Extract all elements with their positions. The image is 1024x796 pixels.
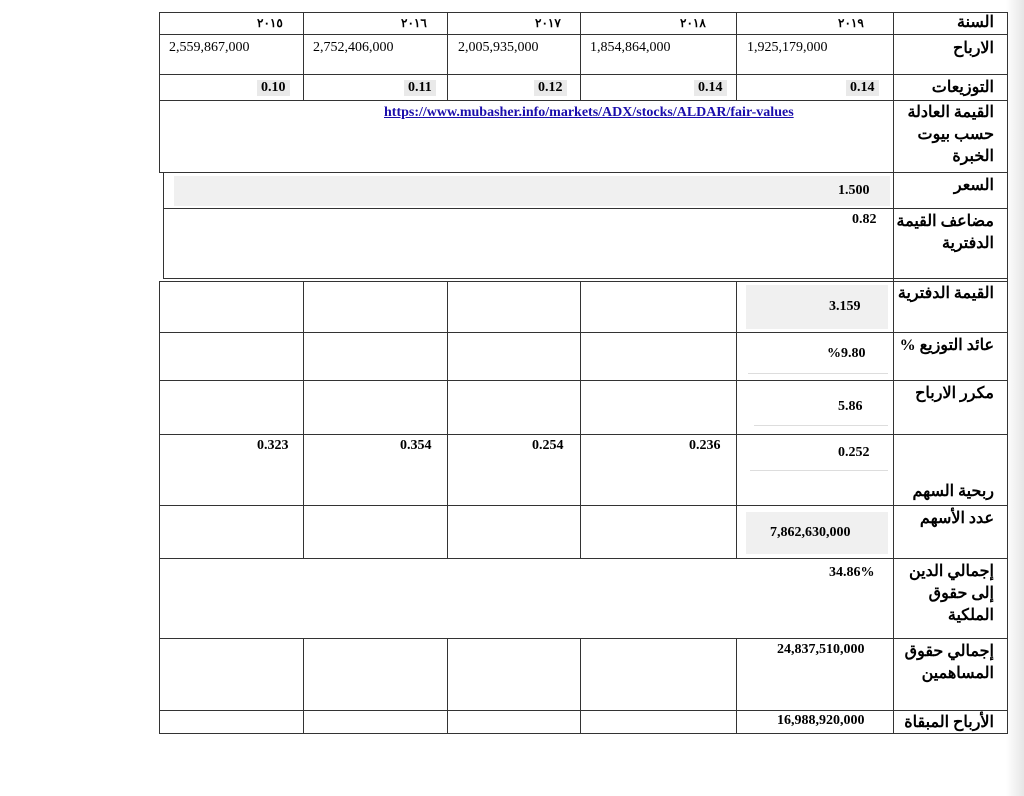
label-eps: ربحية السهم: [912, 483, 994, 500]
retained-earnings-value: 16,988,920,000: [777, 713, 865, 728]
pe-ratio-value: 5.86: [838, 399, 863, 414]
grid-line: [159, 12, 160, 173]
grid-line: [159, 505, 1008, 506]
label-total-equity: إجمالي حقوق المساهمين: [904, 643, 994, 682]
grid-line: [159, 638, 1008, 639]
grid-line: [159, 710, 1008, 711]
grid-line: [159, 281, 160, 734]
grid-line: [447, 638, 448, 734]
grid-line: [163, 278, 1008, 279]
label-dividend-yield: عائد التوزيع %: [899, 337, 994, 354]
shares-value: 7,862,630,000: [770, 525, 851, 540]
grid-line: [303, 638, 304, 734]
year-cell: ٢٠١٨: [680, 16, 706, 30]
label-year: السنة: [957, 14, 994, 31]
year-cell: ٢٠١٧: [535, 16, 561, 30]
price-value: 1.500: [838, 183, 870, 198]
grid-line: [159, 281, 1008, 282]
eps-cell: 0.236: [689, 438, 721, 453]
grid-line: [736, 12, 737, 101]
label-profits: الارباح: [953, 40, 994, 57]
cell-underline: [748, 373, 888, 374]
grid-line: [159, 172, 1008, 173]
pb-multiple-value: 0.82: [852, 212, 877, 227]
grid-line: [580, 638, 581, 734]
year-cell: ٢٠١٥: [257, 16, 283, 30]
grid-line: [736, 281, 737, 559]
profits-cell: 1,925,179,000: [747, 40, 828, 55]
grid-line: [580, 281, 581, 559]
distribution-cell: 0.11: [404, 80, 436, 96]
grid-line: [1007, 12, 1008, 734]
grid-line: [580, 12, 581, 101]
dividend-yield-value: %9.80: [827, 346, 866, 361]
book-value-cell-shade: [746, 285, 888, 329]
cell-underline: [750, 470, 888, 471]
label-price: السعر: [953, 177, 994, 194]
page-edge-shadow: [1006, 0, 1024, 796]
distribution-cell: 0.12: [534, 80, 567, 96]
grid-line: [159, 74, 1008, 75]
cell-underline: [754, 425, 888, 426]
eps-cell: 0.252: [838, 445, 870, 460]
grid-line: [159, 558, 1008, 559]
distribution-cell: 0.14: [846, 80, 879, 96]
grid-line: [447, 12, 448, 101]
eps-cell: 0.254: [532, 438, 564, 453]
eps-cell: 0.323: [257, 438, 289, 453]
fair-value-link[interactable]: https://www.mubasher.info/markets/ADX/stocks/ALDAR/fair-values: [384, 105, 794, 120]
profits-cell: 2,752,406,000: [313, 40, 394, 55]
label-shares: عدد الأسهم: [919, 510, 994, 527]
grid-line: [163, 208, 1008, 209]
eps-cell: 0.354: [400, 438, 432, 453]
grid-line: [159, 332, 1008, 333]
profits-cell: 1,854,864,000: [590, 40, 671, 55]
grid-line: [736, 638, 737, 734]
profits-cell: 2,005,935,000: [458, 40, 539, 55]
label-retained-earnings: الأرباح المبقاة: [904, 714, 994, 731]
distribution-cell: 0.14: [694, 80, 727, 96]
price-cell-shade: [174, 176, 890, 206]
label-pb-multiple: مضاعف القيمة الدفترية: [896, 213, 994, 252]
grid-line: [159, 733, 1008, 734]
total-equity-value: 24,837,510,000: [777, 642, 865, 657]
grid-line: [159, 100, 1008, 101]
label-pe-ratio: مكرر الارباح: [915, 385, 994, 402]
grid-line: [159, 12, 1008, 13]
grid-line: [159, 380, 1008, 381]
grid-line: [447, 281, 448, 559]
distribution-cell: 0.10: [257, 80, 290, 96]
grid-line: [303, 12, 304, 101]
label-debt-to-equity: إجمالي الدين إلى حقوق الملكية: [908, 563, 994, 624]
label-distributions: التوزيعات: [931, 79, 994, 96]
grid-line: [159, 34, 1008, 35]
debt-to-equity-value: 34.86%: [829, 565, 875, 580]
grid-line: [303, 281, 304, 559]
grid-line: [159, 434, 1008, 435]
label-book-value: القيمة الدفترية: [897, 285, 994, 302]
year-cell: ٢٠١٩: [838, 16, 864, 30]
year-cell: ٢٠١٦: [401, 16, 427, 30]
profits-cell: 2,559,867,000: [169, 40, 250, 55]
grid-line: [163, 172, 164, 279]
book-value-value: 3.159: [829, 299, 861, 314]
label-fair-value: القيمة العادلة حسب بيوت الخبرة: [907, 104, 994, 165]
